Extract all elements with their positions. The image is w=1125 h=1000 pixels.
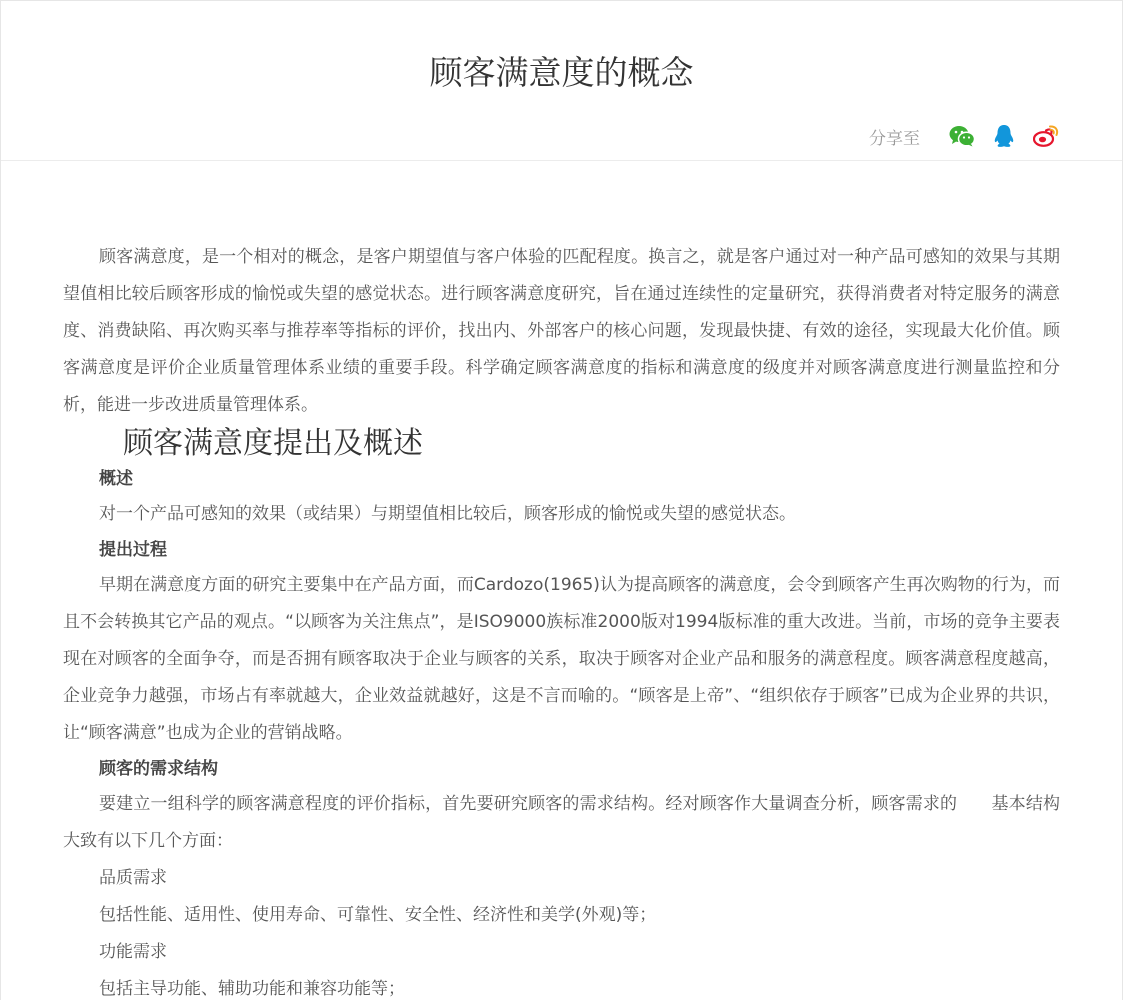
share-bar [869, 122, 1060, 150]
wechat-icon [949, 125, 975, 147]
intro-paragraph: 顾客满意度，是一个相对的概念，是客户期望值与客户体验的匹配程度。换言之，就是客户通过对一种产品可感知的效果与其期望值相比较后顾客形成的愉悦或失望的感觉状态。进行顾客满意度研究，旨在通过连续性的定量研究，获得消费者对特定服务的满意度、消费缺陷、再次购买率与推荐率等指标的评价，找出内、外部客户的核心问题，发现最快捷、有效的途径，实现最大化价值。顾客满意度是评价企业质量管理体系业绩的重要手段。科学确定顾客满意度的指标和满意度的级度并对顾客满意度进行测量监控和分析，能进一步改进质量管理体系。 [63, 247, 1060, 415]
process-paragraph: 早期在满意度方面的研究主要集中在产品方面，而Cardozo(1965)认为提高顾客的满意度，会令到顾客产生再次购物的行为，而且不会转换其它产品的观点。“以顾客为关注焦点”，是ISO9000族标准2000版对1994版标准的重大改进。当前，市场的竞争主要表现在对顾客的全面争夺，而是否拥有顾客取决于企业与顾客的关系，取决于顾客对企业产品和服务的满意程度。顾客满意程度越高，企业竞争力越强，市场占有率就越大，企业效益就越好，这是不言而喻的。“顾客是上帝”、“组织依存于顾客”已成为企业界的共识，让“顾客满意”也成为企业的营销战略。 [63, 575, 1060, 743]
process-heading: 提出过程 [99, 540, 167, 560]
function-paragraph: 包括主导功能、辅助功能和兼容功能等； [99, 979, 405, 999]
function-heading: 功能需求 [99, 942, 167, 962]
overview-heading: 概述 [99, 469, 133, 489]
weibo-icon [1033, 125, 1059, 147]
article-body [1, 161, 1122, 1000]
demand-paragraph: 要建立一组科学的顾客满意程度的评价指标，首先要研究顾客的需求结构。经对顾客作大量调查分析，顾客需求的 基本结构大致有以下几个方面： [63, 794, 1060, 851]
share-weibo-button[interactable] [1032, 122, 1060, 150]
article-header [1, 1, 1122, 161]
demand-heading: 顾客的需求结构 [99, 759, 218, 779]
section-title: 顾客满意度提出及概述 [123, 426, 423, 461]
share-label: 分享至 [869, 128, 920, 149]
quality-heading: 品质需求 [99, 868, 167, 888]
overview-paragraph: 对一个产品可感知的效果（或结果）与期望值相比较后，顾客形成的愉悦或失望的感觉状态。 [99, 504, 796, 524]
share-qq-button[interactable] [990, 122, 1018, 150]
qq-icon [993, 124, 1015, 148]
quality-paragraph: 包括性能、适用性、使用寿命、可靠性、安全性、经济性和美学(外观)等； [99, 905, 657, 925]
share-wechat-button[interactable] [948, 122, 976, 150]
page-title: 顾客满意度的概念 [429, 53, 694, 92]
